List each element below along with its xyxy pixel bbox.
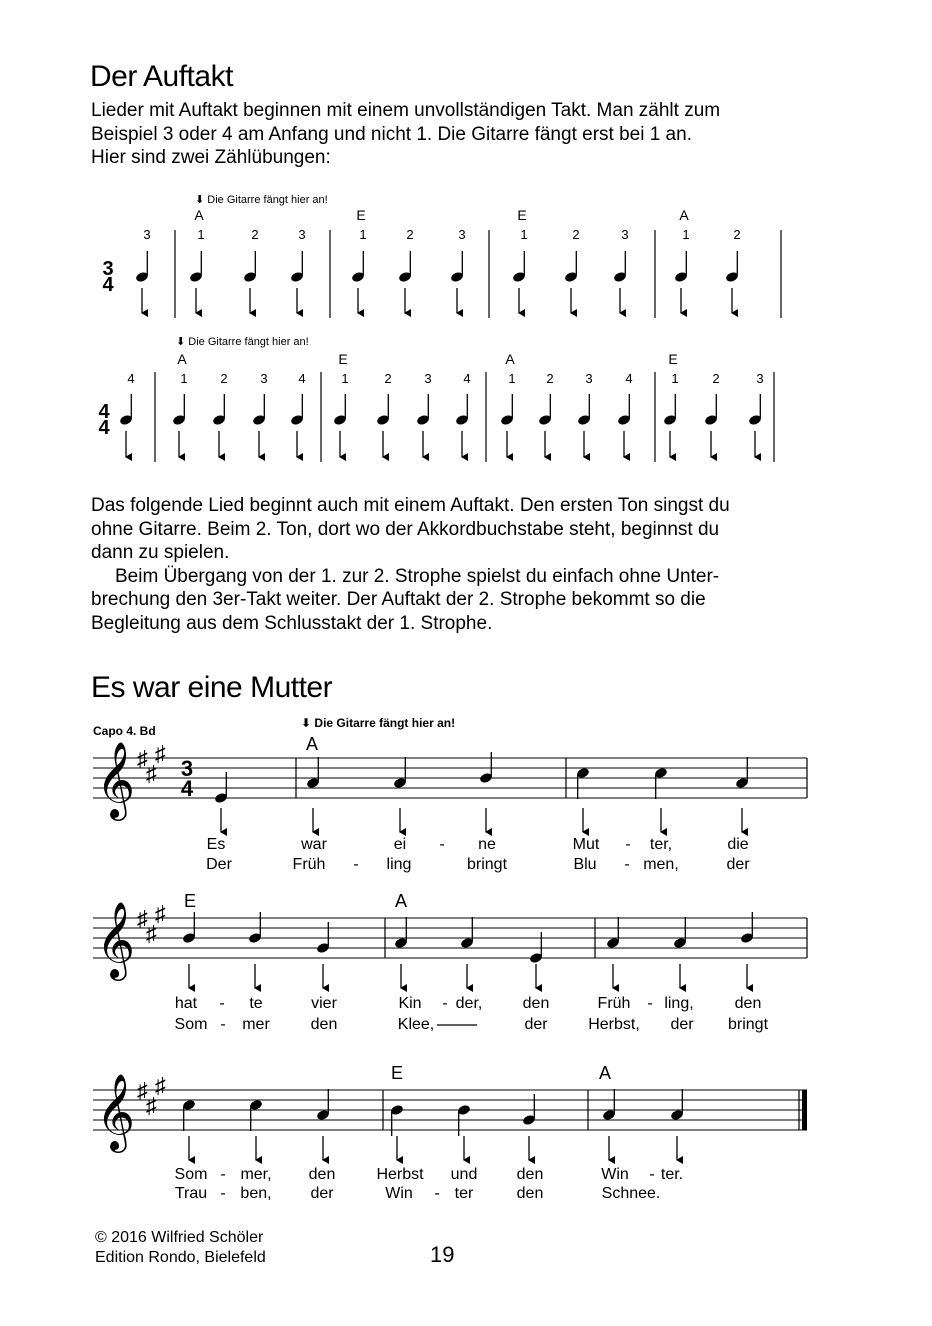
lyric-syllable: den bbox=[310, 1016, 338, 1033]
lyric-syllable: der bbox=[726, 856, 750, 873]
count-number: 1 bbox=[197, 227, 205, 242]
lyric-syllable: Klee, bbox=[397, 1016, 435, 1033]
sharp-sign: ♯ bbox=[137, 746, 148, 771]
down-arrow-icon: ⬇ bbox=[301, 716, 312, 730]
count-number: 3 bbox=[756, 371, 764, 386]
lyric-syllable: den bbox=[516, 1166, 544, 1183]
chord-symbol: A bbox=[679, 207, 689, 223]
lyric-syllable: bringt bbox=[466, 856, 508, 873]
lyric-syllable: ling bbox=[386, 856, 412, 873]
lyric-syllable: Kin bbox=[398, 995, 422, 1012]
lyric-syllable: te bbox=[249, 995, 263, 1012]
middle-line: brechung den 3er-Takt weiter. Der Auftakt der 2. Strophe bekommt so die bbox=[91, 589, 706, 610]
count-number: 1 bbox=[520, 227, 528, 242]
chord-symbol: A bbox=[305, 734, 319, 754]
count-number: 3 bbox=[298, 227, 306, 242]
lyric-syllable: der bbox=[310, 1185, 334, 1202]
lyric-syllable: Win bbox=[385, 1185, 413, 1202]
lyric-syllable: und bbox=[450, 1166, 478, 1183]
count-number: 2 bbox=[406, 227, 414, 242]
lyric-syllable: den bbox=[734, 995, 762, 1012]
lyric-syllable: - bbox=[220, 1016, 226, 1033]
lyric-syllable: mer bbox=[242, 1016, 270, 1033]
count-number: 1 bbox=[671, 371, 679, 386]
lyric-syllable: den bbox=[516, 1185, 544, 1202]
lyric-syllable: der bbox=[670, 1016, 694, 1033]
lyric-syllable: Schnee. bbox=[601, 1185, 661, 1202]
sharp-sign: ♯ bbox=[155, 1073, 166, 1098]
time-signature-bottom: 4 bbox=[102, 274, 114, 296]
lyric-syllable: - bbox=[647, 995, 653, 1012]
count-number: 2 bbox=[220, 371, 228, 386]
page-number: 19 bbox=[430, 1242, 455, 1267]
time-signature-top: 4 bbox=[98, 401, 110, 423]
sharp-sign: ♯ bbox=[137, 1078, 148, 1103]
lyric-syllable: Trau bbox=[174, 1185, 208, 1202]
lyric-syllable: ter bbox=[454, 1185, 474, 1202]
chord-symbol: A bbox=[394, 891, 408, 911]
chord-symbol: A bbox=[177, 351, 187, 367]
middle-line: Begleitung aus dem Schlusstakt der 1. Strophe. bbox=[91, 612, 493, 634]
lyric-syllable: Mut bbox=[572, 836, 600, 853]
middle-line: ohne Gitarre. Beim 2. Ton, dort wo der Akkordbuchstabe steht, beginnst du bbox=[91, 518, 720, 540]
down-arrow-icon: ⬇ bbox=[176, 336, 186, 348]
count-number: 4 bbox=[298, 371, 306, 386]
count-number: 4 bbox=[127, 371, 135, 386]
count-number: 2 bbox=[712, 371, 720, 386]
chord-symbol: E bbox=[390, 1063, 404, 1083]
chord-symbol: A bbox=[505, 351, 515, 367]
guitar-hint-text: Die Gitarre fängt hier an! bbox=[188, 336, 309, 348]
guitar-hint-text: Die Gitarre fängt hier an! bbox=[314, 716, 456, 730]
time-signature-bottom: 4 bbox=[180, 776, 194, 801]
lyric-syllable: Früh bbox=[597, 995, 631, 1012]
lyric-syllable: Herbst bbox=[376, 1166, 424, 1183]
lyric-syllable: - bbox=[625, 836, 631, 853]
chord-symbol: E bbox=[183, 891, 197, 911]
lyric-syllable: - bbox=[220, 1185, 226, 1202]
sharp-sign: ♯ bbox=[155, 741, 166, 766]
sharp-sign: ♯ bbox=[137, 906, 148, 931]
time-signature-bottom: 4 bbox=[98, 417, 110, 439]
count-number: 2 bbox=[572, 227, 580, 242]
copyright-line: © 2016 Wilfried Schöler bbox=[95, 1229, 264, 1246]
middle-line: Beim Übergang von der 1. zur 2. Strophe spielst du einfach ohne Unter- bbox=[115, 565, 720, 587]
lyric-syllable: der bbox=[524, 1016, 548, 1033]
down-arrow-icon: ⬇ bbox=[195, 194, 205, 206]
chord-symbol: A bbox=[194, 207, 204, 223]
lyric-syllable: - bbox=[219, 995, 225, 1012]
count-number: 2 bbox=[546, 371, 554, 386]
count-number: 2 bbox=[384, 371, 392, 386]
lyric-syllable: - bbox=[442, 995, 448, 1012]
lyric-syllable: ter. bbox=[660, 1166, 684, 1183]
lyric-syllable: men, bbox=[643, 856, 679, 873]
song-title: Es war eine Mutter bbox=[91, 671, 333, 704]
lyric-syllable: Som bbox=[174, 1016, 208, 1033]
lyric-syllable: der, bbox=[455, 995, 483, 1012]
treble-clef-icon: 𝄞 bbox=[96, 1074, 136, 1148]
chord-symbol: E bbox=[338, 351, 348, 367]
lyric-syllable: den bbox=[522, 995, 550, 1012]
lyric-syllable: den bbox=[308, 1166, 336, 1183]
lyric-syllable: die bbox=[727, 836, 749, 853]
intro-line: Lieder mit Auftakt beginnen mit einem unvollständigen Takt. Man zählt zum bbox=[91, 100, 721, 121]
lyric-syllable: Som bbox=[174, 1166, 208, 1183]
sharp-sign: ♯ bbox=[155, 901, 166, 926]
intro-line: Hier sind zwei Zählübungen: bbox=[91, 147, 331, 168]
count-number: 3 bbox=[458, 227, 466, 242]
lyric-syllable: - bbox=[220, 1166, 226, 1183]
lyric-syllable: hat bbox=[174, 995, 198, 1012]
lyric-syllable: - bbox=[353, 856, 359, 873]
lyric-syllable: - bbox=[439, 836, 445, 853]
lyric-syllable: - bbox=[624, 856, 630, 873]
lyric-syllable: Blu bbox=[573, 856, 597, 873]
sharp-sign: ♯ bbox=[146, 1093, 157, 1118]
chord-symbol: A bbox=[598, 1063, 612, 1083]
lyric-syllable: Win bbox=[601, 1166, 629, 1183]
count-number: 1 bbox=[341, 371, 349, 386]
time-signature-top: 3 bbox=[102, 258, 114, 280]
count-number: 3 bbox=[621, 227, 629, 242]
count-number: 2 bbox=[733, 227, 741, 242]
lyric-syllable: - bbox=[434, 1185, 440, 1202]
count-number: 4 bbox=[463, 371, 471, 386]
capo-label: Capo 4. Bd bbox=[93, 724, 156, 738]
guitar-hint-text: Die Gitarre fängt hier an! bbox=[207, 194, 328, 206]
count-number: 2 bbox=[251, 227, 259, 242]
chord-symbol: E bbox=[668, 351, 678, 367]
lyric-syllable: ben, bbox=[240, 1185, 272, 1202]
lyric-syllable: ne bbox=[478, 836, 496, 853]
treble-clef-icon: 𝄞 bbox=[96, 742, 136, 816]
intro-line: Beispiel 3 oder 4 am Anfang und nicht 1. Die Gitarre fängt erst bei 1 an. bbox=[91, 123, 692, 145]
lyric-syllable: Früh bbox=[292, 856, 326, 873]
count-number: 3 bbox=[260, 371, 268, 386]
sharp-sign: ♯ bbox=[146, 921, 157, 946]
middle-line: Das folgende Lied beginnt auch mit einem Auftakt. Den ersten Ton singst du bbox=[91, 495, 730, 516]
lyric-syllable: - bbox=[649, 1166, 655, 1183]
count-number: 1 bbox=[508, 371, 516, 386]
lyric-syllable: war bbox=[301, 836, 327, 853]
section-title-auftakt: Der Auftakt bbox=[90, 60, 233, 93]
lyric-syllable: ling, bbox=[664, 995, 694, 1012]
final-bar-thick bbox=[802, 1090, 807, 1130]
lyric-syllable: bringt bbox=[727, 1016, 769, 1033]
lyric-syllable: ei bbox=[393, 836, 407, 853]
lyric-syllable: Herbst, bbox=[588, 1016, 640, 1033]
middle-line: dann zu spielen. bbox=[91, 542, 230, 563]
count-number: 3 bbox=[424, 371, 432, 386]
count-number: 4 bbox=[625, 371, 633, 386]
count-number: 1 bbox=[682, 227, 690, 242]
count-number: 1 bbox=[180, 371, 188, 386]
sharp-sign: ♯ bbox=[146, 761, 157, 786]
lyric-syllable: vier bbox=[311, 995, 337, 1012]
lyric-syllable: Es bbox=[206, 836, 226, 853]
lyric-syllable: ter, bbox=[649, 836, 673, 853]
chord-symbol: E bbox=[517, 207, 527, 223]
treble-clef-icon: 𝄞 bbox=[96, 902, 136, 976]
count-number: 1 bbox=[359, 227, 367, 242]
lyric-syllable: mer, bbox=[240, 1166, 272, 1183]
chord-symbol: E bbox=[356, 207, 366, 223]
lyric-syllable: Der bbox=[206, 856, 232, 873]
time-signature-top: 3 bbox=[180, 756, 194, 781]
count-number: 3 bbox=[143, 227, 151, 242]
count-number: 3 bbox=[585, 371, 593, 386]
publisher-line: Edition Rondo, Bielefeld bbox=[95, 1249, 266, 1266]
